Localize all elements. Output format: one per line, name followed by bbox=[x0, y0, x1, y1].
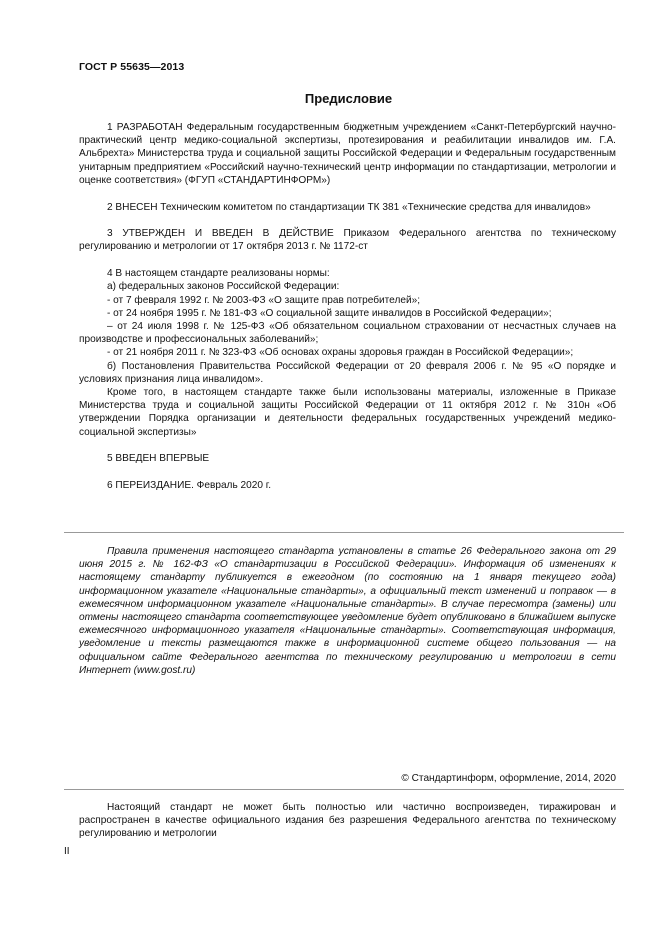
paragraph-4-extra: Кроме того, в настоящем стандарте также были использованы материалы, изложенные в Приказе Министерства труда и социальной защиты Российской Федерации от 11 октября 2012 г. № 310н «Об утверждении Порядка организации и деятельности федеральных государственных учреждений медико-социальной экспертизы» bbox=[79, 386, 616, 438]
divider-bottom bbox=[64, 789, 624, 790]
page-title: Предисловие bbox=[304, 91, 393, 106]
paragraph-4-item-a: а) федеральных законов Российской Федерации: bbox=[107, 281, 340, 293]
paragraph-1-developed: 1 РАЗРАБОТАН Федеральным государственным бюджетным учреждением «Санкт-Петербургский научно-практический центр медико-социальной экспертизы, протезирования и реабилитации инвалидов им. Г.А. Альбрехта» Министерства труда и социальной защиты Российской Федерации и Федеральным государственным унитарным предприятием «Российский научно-технический центр информации по стандартизации, метрологии и оценке соответствия» (ФГУП «СТАНДАРТИНФОРМ») bbox=[79, 122, 616, 186]
page-number: II bbox=[64, 846, 70, 857]
paragraph-5-first-introduced: 5 ВВЕДЕН ВПЕРВЫЕ bbox=[107, 453, 210, 465]
standard-application-notice bbox=[79, 545, 616, 677]
paragraph-4-law-4: - от 21 ноября 2011 г. № 323-ФЗ «Об основах охраны здоровья граждан в Российской Федерации»; bbox=[107, 347, 574, 359]
paragraph-3-approved: 3 УТВЕРЖДЕН И ВВЕДЕН В ДЕЙСТВИЕ Приказом Федерального агентства по техническому регулированию и метрологии от 17 октября 2013 г. № 1172-ст bbox=[79, 228, 616, 253]
divider-top bbox=[64, 532, 624, 533]
paragraph-4-item-b: б) Постановления Правительства Российской Федерации от 20 февраля 2006 г. № 95 «О порядке и условиях признания лица инвалидом». bbox=[79, 360, 616, 385]
foreword-body bbox=[79, 121, 616, 492]
copyright-line: © Стандартинформ, оформление, 2014, 2020 bbox=[401, 773, 616, 784]
reproduction-note bbox=[79, 801, 616, 841]
notice-text: Правила применения настоящего стандарта установлены в статье 26 Федерального закона от 29 июня 2015 г. № 162-ФЗ «О стандартизации в Российской Федерации». Информация об изменениях к настоящему стандарту публикуется в ежегодном (по состоянию на 1 января текущего года) информационном указателе «Национальные стандарты», а официальный текст изменений и поправок — в ежемесячном информационном указателе «Национальные стандарты». В случае пересмотра (замены) или отмены настоящего стандарта соответствующее уведомление будет опубликовано в ближайшем выпуске ежемесячного информационного указателя «Национальные стандарты». Соответствующая информация, уведомление и тексты размещаются также в информационной системе общего пользования — на официальном сайте Федерального агентства по техническому регулированию и метрологии в сети Интернет (www.gost.ru) bbox=[79, 546, 616, 676]
paragraph-2-introduced: 2 ВНЕСЕН Техническим комитетом по стандартизации ТК 381 «Технические средства для инвалидов» bbox=[107, 201, 591, 213]
paragraph-4-law-1: - от 7 февраля 1992 г. № 2003-ФЗ «О защите прав потребителей»; bbox=[107, 294, 421, 306]
standard-id-header: ГОСТ Р 55635—2013 bbox=[79, 61, 185, 73]
paragraph-4-law-2: - от 24 ноября 1995 г. № 181-ФЗ «О социальной защите инвалидов в Российской Федерации»; bbox=[107, 307, 552, 319]
reproduction-text: Настоящий стандарт не может быть полностью или частично воспроизведен, тиражирован и распространен в качестве официального издания без разрешения Федерального агентства по техническому регулированию и метрологии bbox=[79, 802, 616, 840]
paragraph-6-reissue: 6 ПЕРЕИЗДАНИЕ. Февраль 2020 г. bbox=[107, 479, 272, 491]
paragraph-4-law-3: – от 24 июля 1998 г. № 125-ФЗ «Об обязательном социальном страховании от несчастных случаев на производстве и профессиональных заболеваний»; bbox=[79, 320, 616, 346]
paragraph-4-intro: 4 В настоящем стандарте реализованы нормы: bbox=[107, 268, 330, 280]
